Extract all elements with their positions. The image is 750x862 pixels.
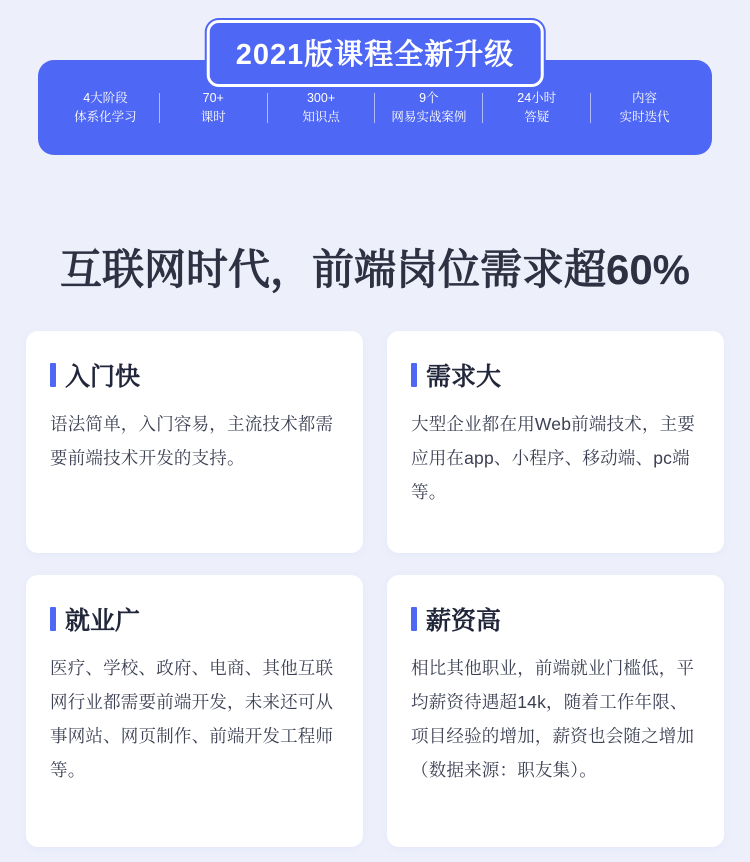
banner-feature-line1: 24小时: [517, 90, 557, 105]
accent-bar-icon: [411, 607, 417, 631]
banner-feature-line2: 实时迭代: [619, 109, 670, 124]
card-title-label: 薪资高: [426, 607, 502, 635]
card-title: [411, 601, 700, 637]
card-title-label: 入门快: [65, 363, 141, 391]
card-title-label: 就业广: [65, 607, 141, 635]
card-body-text: 语法简单，入门容易，主流技术都需要前端技术开发的支持。: [50, 414, 334, 469]
banner-feature-line1: 300+: [306, 90, 336, 105]
card-item: [26, 331, 363, 553]
card-body-text: 医疗、学校、政府、电商、其他互联网行业都需要前端开发，未来还可从事网站、网页制作、前端开发工程师等。: [50, 658, 334, 781]
card-item: [387, 331, 724, 553]
accent-bar-icon: [411, 363, 417, 387]
page-title: 互联网时代，前端岗位需求超60%: [59, 246, 691, 293]
card-grid: [0, 331, 750, 847]
banner-feature-item: [160, 89, 267, 127]
banner-feature-item: [268, 89, 375, 127]
banner-feature-item: [52, 89, 159, 127]
card-body-text: 相比其他职业，前端就业门槛低，平均薪资待遇超14k，随着工作年限、项目经验的增加，薪资也会随之增加（数据来源：职友集）。: [411, 658, 695, 781]
banner: [0, 0, 750, 124]
banner-feature-line1: 70+: [202, 90, 224, 105]
banner-feature-line2: 课时: [200, 109, 226, 124]
banner-feature-item: [483, 89, 590, 127]
banner-feature-item: [375, 89, 482, 127]
banner-feature-line1: 内容: [632, 90, 658, 105]
banner-feature-line2: 网易实战案例: [391, 109, 467, 124]
card-title: [50, 357, 339, 393]
banner-feature-line1: 4大阶段: [83, 90, 128, 105]
banner-feature-line1: 9个: [419, 90, 439, 105]
card-title: [50, 601, 339, 637]
banner-feature-line2: 知识点: [302, 109, 340, 124]
card-item: [26, 575, 363, 847]
accent-bar-icon: [50, 363, 56, 387]
banner-feature-line2: 答疑: [524, 109, 550, 124]
card-body-text: 大型企业都在用Web前端技术，主要应用在app、小程序、移动端、pc端等。: [411, 414, 696, 503]
accent-bar-icon: [50, 607, 56, 631]
banner-feature-item: [591, 89, 698, 127]
banner-feature-line2: 体系化学习: [74, 109, 137, 124]
card-item: [387, 575, 724, 847]
card-title: [411, 357, 700, 393]
banner-title: 2021版课程全新升级: [207, 20, 544, 87]
card-title-label: 需求大: [426, 363, 502, 391]
